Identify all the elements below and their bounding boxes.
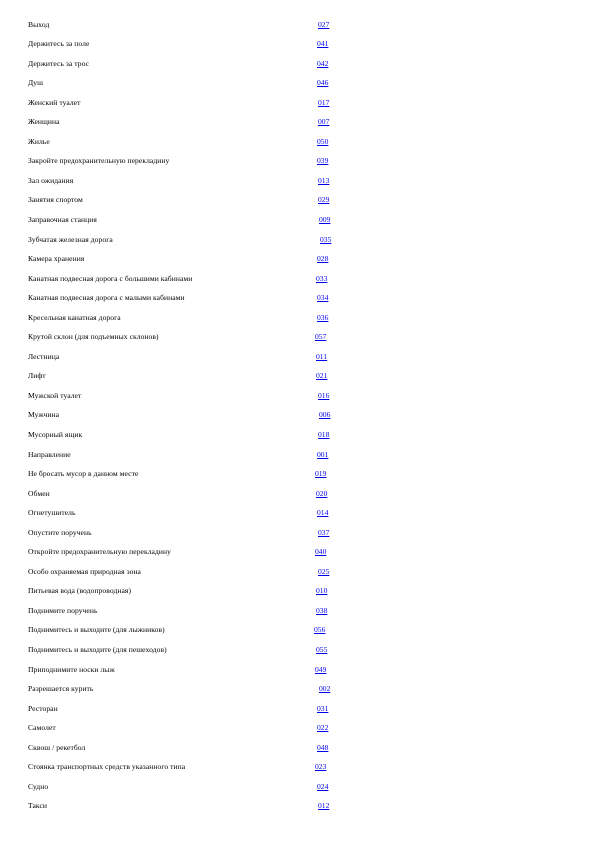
index-row <box>0 93 595 113</box>
index-row <box>0 503 595 523</box>
page-number-link[interactable]: 027 <box>318 19 330 29</box>
index-row <box>0 132 595 152</box>
index-term: Кресельная канатная дорога <box>28 312 121 322</box>
index-row <box>0 327 595 347</box>
index-row <box>0 620 595 640</box>
page-number-link[interactable]: 023 <box>315 762 327 772</box>
index-term: Женщина <box>28 117 60 127</box>
index-term: Закройте предохранительную перекладину <box>28 156 170 166</box>
page-number-link[interactable]: 002 <box>319 684 331 694</box>
page-number-link[interactable]: 034 <box>317 293 329 303</box>
page-number-link[interactable]: 057 <box>315 332 327 342</box>
page-number-link[interactable]: 021 <box>316 371 328 381</box>
index-term: Канатная подвесная дорога с малыми кабинами <box>28 293 185 303</box>
index-term: Лестница <box>28 351 60 361</box>
index-term: Направление <box>28 449 71 459</box>
index-row <box>0 601 595 621</box>
page-number-link[interactable]: 055 <box>316 645 328 654</box>
page-number-link[interactable]: 006 <box>319 410 331 420</box>
index-term: Сквош / рекетбол <box>28 742 86 752</box>
index-row <box>0 308 595 328</box>
page-number-link[interactable]: 022 <box>317 723 329 733</box>
index-term: Такси <box>28 801 48 811</box>
index-term: Держитесь за трос <box>28 58 90 68</box>
page-number-link[interactable]: 037 <box>318 527 330 537</box>
index-row <box>0 112 595 132</box>
index-row <box>0 171 595 191</box>
index-row <box>0 757 595 777</box>
page-number-link[interactable]: 042 <box>317 58 329 68</box>
index-row <box>0 640 595 660</box>
index-term: Приподнимите носки лыж <box>28 664 115 674</box>
index-row <box>0 366 595 386</box>
index-row <box>0 54 595 74</box>
page-number-link[interactable]: 048 <box>317 742 329 752</box>
index-row <box>0 34 595 54</box>
index-term: Поднимите поручень <box>28 605 98 615</box>
index-row <box>0 542 595 562</box>
index-term: Особо охраняемая природная зона <box>28 566 141 576</box>
index-row <box>0 347 595 367</box>
page-number-link[interactable]: 007 <box>318 117 330 127</box>
index-term: Канатная подвесная дорога с большими кабинами <box>28 273 193 283</box>
index-term: Питьевая вода (водопроводная) <box>28 586 132 596</box>
page-number-link[interactable]: 040 <box>315 547 327 557</box>
index-list <box>0 15 595 816</box>
index-row <box>0 660 595 680</box>
page-number-link[interactable]: 019 <box>315 469 327 479</box>
index-term: Держитесь за поле <box>28 39 90 49</box>
page-number-link[interactable]: 024 <box>317 781 329 791</box>
index-row <box>0 562 595 582</box>
index-row <box>0 73 595 93</box>
index-row <box>0 796 595 816</box>
index-row <box>0 523 595 543</box>
index-row <box>0 249 595 269</box>
index-term: Лифт <box>28 371 46 381</box>
page-number-link[interactable]: 012 <box>318 801 330 811</box>
page-number-link[interactable]: 036 <box>317 312 329 322</box>
index-row <box>0 288 595 308</box>
index-term: Крутой склон (для подъемных склонов) <box>28 332 159 342</box>
index-term: Жилье <box>28 136 50 146</box>
index-term: Судно <box>28 781 49 791</box>
index-term: Огнетушитель <box>28 508 76 518</box>
index-row <box>0 738 595 758</box>
index-term: Заправочная станция <box>28 214 97 224</box>
index-term: Выход <box>28 19 50 29</box>
index-term: Мужской туалет <box>28 390 82 400</box>
index-term: Поднимитесь и выходите (для пешеходов) <box>28 645 167 654</box>
index-term: Самолет <box>28 723 56 733</box>
index-term: Ресторан <box>28 703 58 713</box>
page-number-link[interactable]: 049 <box>315 664 327 674</box>
page-number-link[interactable]: 014 <box>317 508 329 518</box>
page-number-link[interactable]: 050 <box>317 136 329 146</box>
page-number-link[interactable]: 031 <box>317 703 329 713</box>
index-term: Разрешается курить <box>28 684 94 694</box>
page-number-link[interactable]: 028 <box>317 254 329 264</box>
page-number-link[interactable]: 018 <box>318 429 330 439</box>
page-number-link[interactable]: 001 <box>317 449 329 459</box>
index-term: Мужчина <box>28 410 59 420</box>
index-term: Не бросать мусор в данном месте <box>28 469 139 479</box>
index-row <box>0 699 595 719</box>
index-row <box>0 777 595 797</box>
page-number-link[interactable]: 020 <box>316 488 328 498</box>
index-term: Душ <box>28 78 43 88</box>
index-term: Занятия спортом <box>28 195 83 205</box>
index-row <box>0 405 595 425</box>
page-number-link[interactable]: 016 <box>318 390 330 400</box>
index-term: Обмен <box>28 488 50 498</box>
page-number-link[interactable]: 056 <box>314 625 326 635</box>
index-term: Камера хранения <box>28 254 85 264</box>
page-number-link[interactable]: 017 <box>318 97 330 107</box>
index-row <box>0 581 595 601</box>
index-row <box>0 269 595 289</box>
index-row <box>0 445 595 465</box>
page-number-link[interactable]: 039 <box>317 156 329 166</box>
index-row <box>0 718 595 738</box>
index-row <box>0 679 595 699</box>
index-row <box>0 15 595 35</box>
index-row <box>0 210 595 230</box>
page-number-link[interactable]: 011 <box>316 351 328 361</box>
page-number-link[interactable]: 025 <box>318 566 330 576</box>
index-term: Стоянка транспортных средств указанного типа <box>28 762 186 772</box>
index-term: Зубчатая железная дорога <box>28 234 113 244</box>
index-term: Женский туалет <box>28 97 81 107</box>
index-row <box>0 230 595 250</box>
page-number-link[interactable]: 013 <box>318 175 330 185</box>
index-row <box>0 484 595 504</box>
index-row <box>0 464 595 484</box>
page-number-link[interactable]: 046 <box>317 78 329 88</box>
index-term: Мусорный ящик <box>28 429 83 439</box>
page-number-link[interactable]: 010 <box>316 586 328 596</box>
page-number-link[interactable]: 009 <box>319 214 331 224</box>
page-number-link[interactable]: 041 <box>317 39 329 49</box>
page-number-link[interactable]: 033 <box>316 273 328 283</box>
index-row <box>0 425 595 445</box>
index-row <box>0 151 595 171</box>
index-row <box>0 190 595 210</box>
index-term: Опустите поручень <box>28 527 92 537</box>
index-term: Зал ожидания <box>28 175 74 185</box>
page-number-link[interactable]: 035 <box>320 234 332 244</box>
index-row <box>0 386 595 406</box>
index-term: Откройте предохранительную перекладину <box>28 547 171 557</box>
index-term: Поднимитесь и выходите (для лыжников) <box>28 625 165 635</box>
page-number-link[interactable]: 038 <box>316 605 328 615</box>
page-number-link[interactable]: 029 <box>318 195 330 205</box>
